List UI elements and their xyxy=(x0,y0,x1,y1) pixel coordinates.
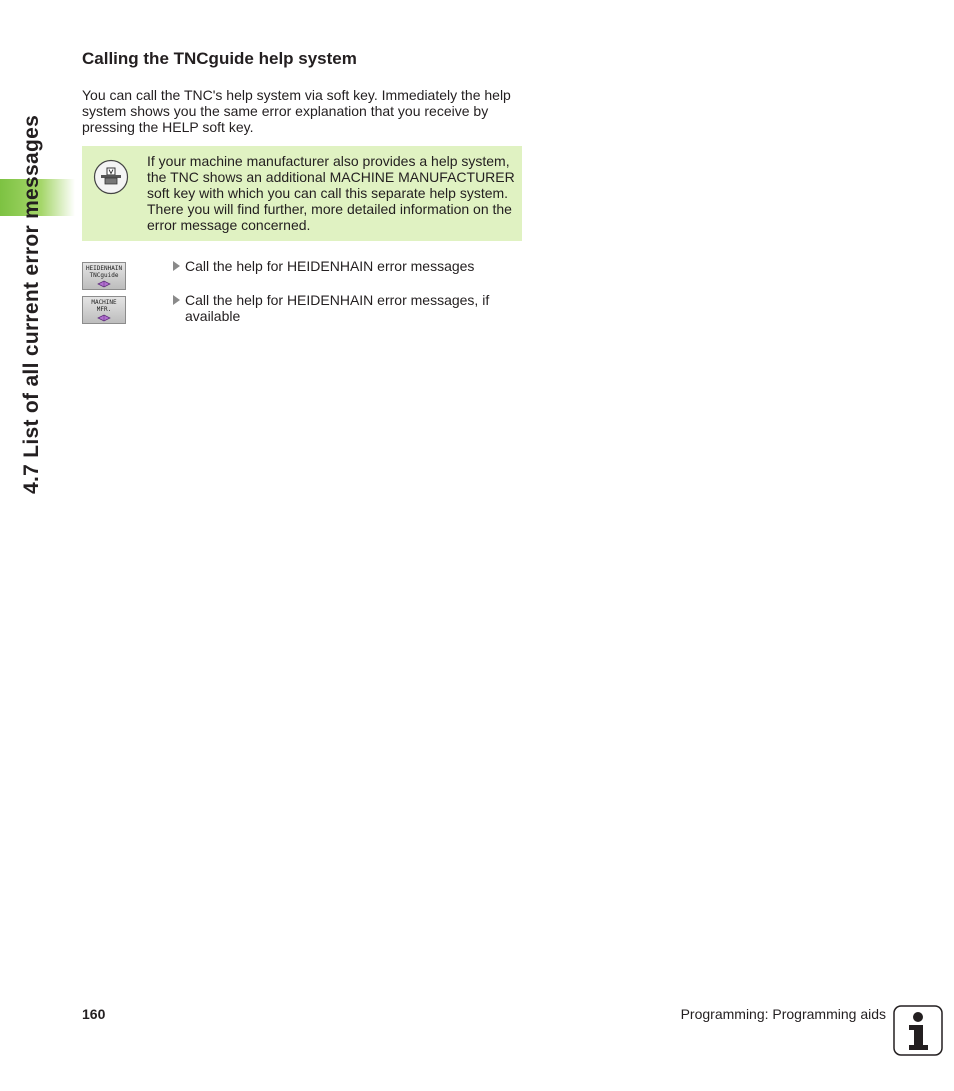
softkey-label-line1: MACHINE xyxy=(91,299,117,306)
note-text: If your machine manufacturer also provides a help system, the TNC shows an additional MACHINE MANUFACTURER soft key with which you can call this separate help system. There you will find further, more detailed information on the error message concerned. xyxy=(147,153,515,233)
heidenhain-tncguide-softkey[interactable] xyxy=(82,262,126,290)
triangle-bullet-icon xyxy=(173,261,180,271)
intro-paragraph: You can call the TNC's help system via soft key. Immediately the help system shows you the same error explanation that you receive by pressing the HELP soft key. xyxy=(82,87,511,135)
step-text: Call the help for HEIDENHAIN error messages xyxy=(185,258,475,274)
footer-chapter-title: Programming: Programming aids xyxy=(680,1006,886,1022)
book-icon xyxy=(97,314,111,322)
step-manufacturer-help xyxy=(173,292,518,324)
triangle-bullet-icon xyxy=(173,295,180,305)
softkey-label-line1: HEIDENHAIN xyxy=(85,265,123,272)
step-text: Call the help for HEIDENHAIN error messages, if available xyxy=(185,292,490,324)
book-icon xyxy=(97,280,111,288)
page-number: 160 xyxy=(82,1006,106,1022)
section-heading: Calling the TNCguide help system xyxy=(82,49,357,68)
softkey-label-line2: TNCguide xyxy=(89,272,119,279)
manufacturer-note xyxy=(82,146,522,241)
machine-mfr-softkey[interactable] xyxy=(82,296,126,324)
info-icon xyxy=(893,1005,943,1056)
softkey-label-line2: MFR. xyxy=(96,306,112,313)
step-heidenhain-help xyxy=(173,258,518,274)
machine-manufacturer-icon xyxy=(93,159,125,191)
side-chapter-title: 4.7 List of all current error messages xyxy=(20,114,43,494)
